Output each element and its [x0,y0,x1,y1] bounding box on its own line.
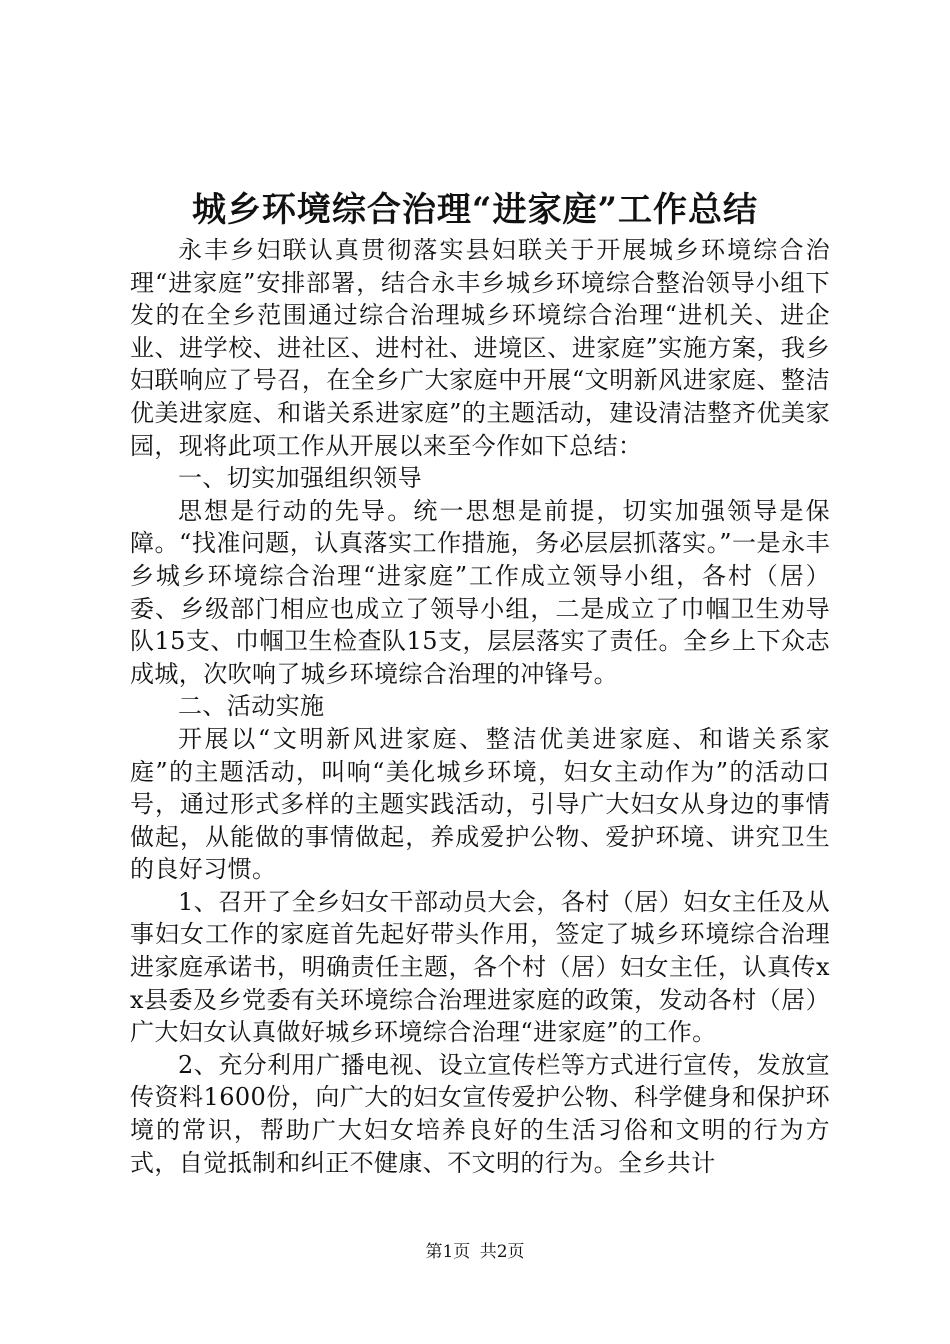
page-total: 共2页 [479,1242,525,1262]
paragraph-leadership: 思想是行动的先导。统一思想是前提，切实加强领导是保障。“找准问题，认真落实工作措施，务必层层抓落实。”一是永丰乡城乡环境综合治理“进家庭”工作成立领导小组，各村（居）委、乡级部门相应也成立了领导小组，二是成立了巾帼卫生劝导队15支、巾帼卫生检查队15支，层层落实了责任。全乡上下众志成城，次吹响了城乡环境综合治理的冲锋号。 [130,496,830,688]
page-number: 第1页 [425,1242,471,1262]
document-body [130,234,830,1179]
paragraph-activity: 开展以“文明新风进家庭、整洁优美进家庭、和谐关系家庭”的主题活动，叫响“美化城乡环境，妇女主动作为”的活动口号，通过形式多样的主题实践活动，引导广大妇女从身边的事情做起，从能做的事情做起，养成爱护公物、爱护环境、讲究卫生的良好习惯。 [130,724,830,884]
paragraph-intro: 永丰乡妇联认真贯彻落实县妇联关于开展城乡环境综合治理“进家庭”安排部署，结合永丰乡城乡环境综合整治领导小组下发的在全乡范围通过综合治理城乡环境综合治理“进机关、进企业、进学校、进社区、进村社、进境区、进家庭”实施方案，我乡妇联响应了号召，在全乡广大家庭中开展“文明新风进家庭、整洁优美进家庭、和谐关系进家庭”的主题活动，建设清洁整齐优美家园，现将此项工作从开展以来至今作如下总结： [130,236,830,460]
section-heading-1: 一、切实加强组织领导 [178,464,422,493]
document-title: 城乡环境综合治理“进家庭”工作总结 [191,190,759,230]
section-heading-2: 二、活动实施 [178,692,325,721]
paragraph-item-1: 1、召开了全乡妇女干部动员大会，各村（居）妇女主任及从事妇女工作的家庭首先起好带头作用，签定了城乡环境综合治理进家庭承诺书，明确责任主题，各个村（居）妇女主任，认真传xx县委及乡党委有关环境综合治理进家庭的政策，发动各村（居）广大妇女认真做好城乡环境综合治理“进家庭”的工作。 [130,887,830,1047]
paragraph-item-2: 2、充分利用广播电视、设立宣传栏等方式进行宣传，发放宣传资料1600份，向广大的妇女宣传爱护公物、科学健身和保护环境的常识，帮助广大妇女培养良好的生活习俗和文明的行为方式，自觉抵制和纠正不健康、不文明的行为。全乡共计 [130,1050,830,1177]
page-footer [0,1240,950,1264]
